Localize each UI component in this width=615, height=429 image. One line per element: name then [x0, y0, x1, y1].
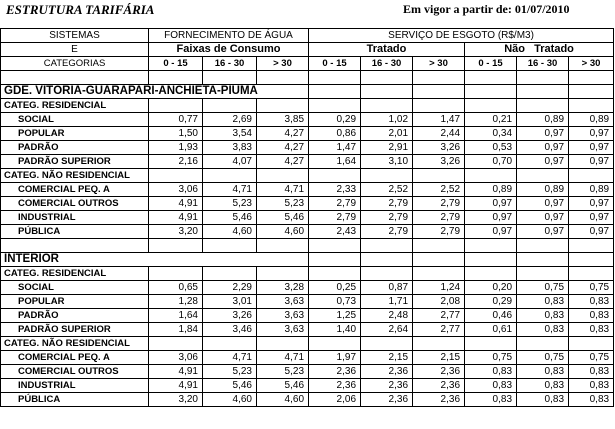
- tariff-value: 3,63: [257, 323, 309, 337]
- tariff-value: 0,53: [465, 141, 517, 155]
- category-row: [1, 267, 614, 281]
- category-cell: [413, 99, 465, 113]
- tariff-value: 3,46: [203, 323, 257, 337]
- category-row: [1, 169, 614, 183]
- tariff-value: 0,83: [569, 365, 614, 379]
- header-esgoto: SERVIÇO DE ESGOTO (R$/M3): [309, 29, 614, 43]
- tariff-value: 0,83: [517, 379, 569, 393]
- category-cell: [203, 99, 257, 113]
- row-label: COMERCIAL PEQ. A: [1, 183, 149, 197]
- row-label: PADRÃO: [1, 309, 149, 323]
- tariff-value: 2,79: [361, 197, 413, 211]
- tariff-value: 0,46: [465, 309, 517, 323]
- category-cell: [203, 169, 257, 183]
- tariff-value: 3,83: [203, 141, 257, 155]
- tariff-value: 3,10: [361, 155, 413, 169]
- table-row: [1, 365, 614, 379]
- row-label: COMERCIAL OUTROS: [1, 197, 149, 211]
- tariff-value: 0,29: [309, 113, 361, 127]
- tariff-value: 0,77: [149, 113, 203, 127]
- spacer-cell: [517, 239, 569, 253]
- range-header: 16 - 30: [203, 57, 257, 71]
- spacer-cell: [465, 71, 517, 85]
- tariff-value: 0,75: [517, 281, 569, 295]
- row-label: PADRÃO SUPERIOR: [1, 155, 149, 169]
- spacer-cell: [569, 239, 614, 253]
- tariff-value: 0,75: [517, 351, 569, 365]
- row-label: SOCIAL: [1, 281, 149, 295]
- tariff-value: 3,26: [203, 309, 257, 323]
- header-agua: FORNECIMENTO DE ÁGUA: [149, 29, 309, 43]
- tariff-value: 4,60: [257, 393, 309, 407]
- tariff-value: 2,36: [361, 379, 413, 393]
- header-faixas: Faixas de Consumo: [149, 43, 309, 57]
- tariff-value: 5,46: [257, 211, 309, 225]
- tariff-value: 3,63: [257, 309, 309, 323]
- tariff-value: 0,75: [465, 351, 517, 365]
- category-cell: [569, 169, 614, 183]
- category-cell: [257, 267, 309, 281]
- tariff-value: 4,60: [203, 393, 257, 407]
- row-label: COMERCIAL PEQ. A: [1, 351, 149, 365]
- tariff-table: [0, 28, 614, 407]
- category-cell: [257, 99, 309, 113]
- category-title: CATEG. RESIDENCIAL: [1, 267, 149, 281]
- category-cell: [413, 337, 465, 351]
- spacer-cell: [361, 71, 413, 85]
- tariff-value: 3,01: [203, 295, 257, 309]
- tariff-value: 5,23: [203, 365, 257, 379]
- tariff-value: 0,83: [569, 309, 614, 323]
- tariff-value: 4,27: [257, 141, 309, 155]
- tariff-value: 2,33: [309, 183, 361, 197]
- category-cell: [361, 99, 413, 113]
- tariff-value: 0,83: [517, 309, 569, 323]
- spacer-cell: [465, 239, 517, 253]
- category-cell: [149, 267, 203, 281]
- category-cell: [517, 99, 569, 113]
- tariff-value: 0,83: [517, 393, 569, 407]
- tariff-value: 2,77: [413, 309, 465, 323]
- section-cell: [569, 253, 614, 267]
- tariff-value: 0,89: [517, 113, 569, 127]
- tariff-value: 0,34: [465, 127, 517, 141]
- tariff-value: 5,23: [257, 197, 309, 211]
- category-cell: [465, 267, 517, 281]
- range-header: 16 - 30: [361, 57, 413, 71]
- document-header: [0, 0, 615, 22]
- tariff-value: 0,83: [465, 393, 517, 407]
- section-cell: [465, 253, 517, 267]
- category-cell: [361, 169, 413, 183]
- tariff-value: 2,36: [309, 379, 361, 393]
- table-row: [1, 113, 614, 127]
- tariff-value: 2,36: [361, 365, 413, 379]
- spacer-cell: [203, 71, 257, 85]
- tariff-value: 0,20: [465, 281, 517, 295]
- tariff-value: 0,83: [517, 323, 569, 337]
- category-title: CATEG. RESIDENCIAL: [1, 99, 149, 113]
- tariff-value: 2,79: [309, 197, 361, 211]
- spacer-cell: [1, 239, 149, 253]
- tariff-value: 2,77: [413, 323, 465, 337]
- section-cell: [517, 253, 569, 267]
- tariff-value: 0,83: [465, 379, 517, 393]
- section-title: GDE. VITÓRIA-GUARAPARI-ANCHIETA-PIUMA: [1, 85, 309, 99]
- tariff-value: 0,73: [309, 295, 361, 309]
- tariff-value: 0,21: [465, 113, 517, 127]
- header-categorias: CATEGORIAS: [1, 57, 149, 71]
- section-cell: [361, 85, 413, 99]
- tariff-value: 2,79: [413, 197, 465, 211]
- category-cell: [203, 267, 257, 281]
- tariff-value: 1,40: [309, 323, 361, 337]
- spacer-cell: [149, 239, 203, 253]
- category-cell: [465, 169, 517, 183]
- tariff-value: 4,27: [257, 127, 309, 141]
- tariff-value: 5,23: [257, 365, 309, 379]
- tariff-value: 1,50: [149, 127, 203, 141]
- category-cell: [203, 337, 257, 351]
- section-row: [1, 253, 614, 267]
- range-header: 0 - 15: [309, 57, 361, 71]
- tariff-value: 2,44: [413, 127, 465, 141]
- category-cell: [465, 99, 517, 113]
- row-label: PÚBLICA: [1, 225, 149, 239]
- tariff-value: 0,83: [465, 365, 517, 379]
- tariff-value: 1,93: [149, 141, 203, 155]
- spacer-cell: [203, 239, 257, 253]
- section-cell: [413, 253, 465, 267]
- category-cell: [413, 267, 465, 281]
- tariff-value: 4,91: [149, 379, 203, 393]
- tariff-value: 2,43: [309, 225, 361, 239]
- range-header: > 30: [413, 57, 465, 71]
- tariff-value: 3,20: [149, 225, 203, 239]
- tariff-value: 3,06: [149, 351, 203, 365]
- tariff-value: 2,36: [361, 393, 413, 407]
- header-nao: Não: [504, 43, 525, 55]
- tariff-value: 3,54: [203, 127, 257, 141]
- category-cell: [361, 337, 413, 351]
- tariff-value: 1,47: [413, 113, 465, 127]
- category-row: [1, 337, 614, 351]
- tariff-value: 4,60: [203, 225, 257, 239]
- row-label: POPULAR: [1, 295, 149, 309]
- tariff-value: 2,36: [413, 393, 465, 407]
- row-label: SOCIAL: [1, 113, 149, 127]
- category-title: CATEG. NÃO RESIDENCIAL: [1, 169, 149, 183]
- tariff-value: 1,71: [361, 295, 413, 309]
- row-label: PADRÃO: [1, 141, 149, 155]
- tariff-value: 0,97: [569, 211, 614, 225]
- tariff-value: 5,46: [203, 211, 257, 225]
- category-cell: [257, 337, 309, 351]
- spacer-cell: [257, 71, 309, 85]
- tariff-value: 5,46: [203, 379, 257, 393]
- row-label: POPULAR: [1, 127, 149, 141]
- tariff-value: 4,71: [257, 183, 309, 197]
- header-nao-tratado-label: Tratado: [534, 43, 574, 55]
- table-row: [1, 295, 614, 309]
- tariff-value: 0,83: [569, 323, 614, 337]
- table-row: [1, 281, 614, 295]
- tariff-value: 2,69: [203, 113, 257, 127]
- spacer-cell: [257, 239, 309, 253]
- tariff-value: 2,52: [413, 183, 465, 197]
- tariff-value: 0,25: [309, 281, 361, 295]
- category-row: [1, 99, 614, 113]
- category-cell: [517, 337, 569, 351]
- tariff-value: 1,64: [309, 155, 361, 169]
- tariff-value: 4,91: [149, 365, 203, 379]
- tariff-value: 0,89: [465, 183, 517, 197]
- tariff-value: 2,36: [413, 365, 465, 379]
- tariff-value: 3,85: [257, 113, 309, 127]
- tariff-value: 0,83: [569, 393, 614, 407]
- tariff-value: 4,71: [203, 183, 257, 197]
- tariff-value: 0,97: [517, 197, 569, 211]
- tariff-value: 2,06: [309, 393, 361, 407]
- category-title: CATEG. NÃO RESIDENCIAL: [1, 337, 149, 351]
- tariff-value: 2,48: [361, 309, 413, 323]
- tariff-value: 1,97: [309, 351, 361, 365]
- category-cell: [309, 169, 361, 183]
- category-cell: [309, 267, 361, 281]
- tariff-value: 0,70: [465, 155, 517, 169]
- row-label: PADRÃO SUPERIOR: [1, 323, 149, 337]
- spacer-cell: [413, 71, 465, 85]
- tariff-value: 0,83: [517, 295, 569, 309]
- header-nao-tratado: [465, 43, 614, 57]
- section-cell: [465, 85, 517, 99]
- tariff-value: 0,97: [517, 155, 569, 169]
- tariff-value: 2,79: [413, 225, 465, 239]
- tariff-value: 3,26: [413, 141, 465, 155]
- spacer-cell: [309, 71, 361, 85]
- section-cell: [413, 85, 465, 99]
- header-tratado: Tratado: [309, 43, 465, 57]
- tariff-value: 0,83: [569, 295, 614, 309]
- table-row: [1, 183, 614, 197]
- tariff-value: 2,08: [413, 295, 465, 309]
- tariff-value: 1,25: [309, 309, 361, 323]
- tariff-value: 3,26: [413, 155, 465, 169]
- row-label: INDUSTRIAL: [1, 211, 149, 225]
- tariff-value: 1,28: [149, 295, 203, 309]
- tariff-value: 2,64: [361, 323, 413, 337]
- tariff-value: 0,86: [309, 127, 361, 141]
- tariff-value: 2,36: [413, 379, 465, 393]
- tariff-value: 2,52: [361, 183, 413, 197]
- table-row: [1, 211, 614, 225]
- spacer-cell: [569, 71, 614, 85]
- tariff-value: 4,07: [203, 155, 257, 169]
- category-cell: [309, 337, 361, 351]
- range-header: 0 - 15: [465, 57, 517, 71]
- category-cell: [309, 99, 361, 113]
- tariff-value: 2,01: [361, 127, 413, 141]
- spacer-cell: [309, 239, 361, 253]
- effective-date: Em vigor a partir de: 01/07/2010: [403, 2, 570, 16]
- tariff-value: 0,87: [361, 281, 413, 295]
- tariff-value: 0,97: [569, 155, 614, 169]
- tariff-value: 2,91: [361, 141, 413, 155]
- table-row: [1, 155, 614, 169]
- section-cell: [361, 253, 413, 267]
- table-row: [1, 351, 614, 365]
- tariff-value: 5,46: [257, 379, 309, 393]
- header-sistemas: SISTEMAS: [1, 29, 149, 43]
- tariff-value: 3,63: [257, 295, 309, 309]
- spacer-cell: [517, 71, 569, 85]
- tariff-value: 2,15: [413, 351, 465, 365]
- tariff-value: 0,75: [569, 281, 614, 295]
- tariff-value: 1,84: [149, 323, 203, 337]
- tariff-value: 0,89: [569, 113, 614, 127]
- category-cell: [361, 267, 413, 281]
- category-cell: [569, 337, 614, 351]
- category-cell: [149, 337, 203, 351]
- tariff-value: 2,79: [309, 211, 361, 225]
- row-label: COMERCIAL OUTROS: [1, 365, 149, 379]
- table-row: [1, 225, 614, 239]
- tariff-value: 0,97: [569, 197, 614, 211]
- tariff-value: 0,83: [569, 379, 614, 393]
- category-cell: [257, 169, 309, 183]
- section-cell: [569, 85, 614, 99]
- tariff-value: 4,91: [149, 211, 203, 225]
- tariff-value: 0,65: [149, 281, 203, 295]
- tariff-value: 2,15: [361, 351, 413, 365]
- spacer-cell: [1, 71, 149, 85]
- tariff-value: 0,89: [517, 183, 569, 197]
- table-row: [1, 309, 614, 323]
- category-cell: [413, 169, 465, 183]
- tariff-value: 2,79: [413, 211, 465, 225]
- tariff-value: 0,29: [465, 295, 517, 309]
- tariff-value: 0,97: [569, 141, 614, 155]
- tariff-value: 0,97: [569, 225, 614, 239]
- tariff-value: 0,97: [465, 211, 517, 225]
- tariff-value: 4,60: [257, 225, 309, 239]
- spacer-row: [1, 239, 614, 253]
- tariff-value: 1,64: [149, 309, 203, 323]
- spacer-row: [1, 71, 614, 85]
- spacer-cell: [413, 239, 465, 253]
- tariff-value: 0,97: [517, 141, 569, 155]
- tariff-value: 4,71: [257, 351, 309, 365]
- table-row: [1, 197, 614, 211]
- tariff-value: 2,79: [361, 225, 413, 239]
- tariff-value: 1,47: [309, 141, 361, 155]
- category-cell: [569, 267, 614, 281]
- spacer-cell: [149, 71, 203, 85]
- table-row: [1, 141, 614, 155]
- tariff-value: 2,16: [149, 155, 203, 169]
- category-cell: [149, 169, 203, 183]
- tariff-value: 0,61: [465, 323, 517, 337]
- category-cell: [517, 169, 569, 183]
- category-cell: [465, 337, 517, 351]
- category-cell: [569, 99, 614, 113]
- range-header: > 30: [257, 57, 309, 71]
- section-cell: [309, 85, 361, 99]
- spacer-cell: [361, 239, 413, 253]
- tariff-value: 5,23: [203, 197, 257, 211]
- tariff-value: 1,24: [413, 281, 465, 295]
- section-title: INTERIOR: [1, 253, 309, 267]
- range-header: 0 - 15: [149, 57, 203, 71]
- tariff-value: 1,02: [361, 113, 413, 127]
- tariff-value: 0,97: [569, 127, 614, 141]
- row-label: PÚBLICA: [1, 393, 149, 407]
- category-cell: [517, 267, 569, 281]
- table-row: [1, 323, 614, 337]
- table-row: [1, 393, 614, 407]
- tariff-value: 3,06: [149, 183, 203, 197]
- tariff-value: 4,71: [203, 351, 257, 365]
- tariff-value: 4,91: [149, 197, 203, 211]
- tariff-value: 0,97: [465, 225, 517, 239]
- table-row: [1, 127, 614, 141]
- tariff-value: 2,79: [361, 211, 413, 225]
- row-label: INDUSTRIAL: [1, 379, 149, 393]
- tariff-value: 0,97: [465, 197, 517, 211]
- tariff-value: 0,89: [569, 183, 614, 197]
- tariff-value: 0,75: [569, 351, 614, 365]
- section-cell: [517, 85, 569, 99]
- tariff-value: 0,97: [517, 127, 569, 141]
- tariff-value: 3,20: [149, 393, 203, 407]
- tariff-value: 2,36: [309, 365, 361, 379]
- tariff-value: 0,97: [517, 225, 569, 239]
- tariff-value: 0,97: [517, 211, 569, 225]
- tariff-value: 3,28: [257, 281, 309, 295]
- tariff-value: 2,29: [203, 281, 257, 295]
- tariff-value: 4,27: [257, 155, 309, 169]
- section-row: [1, 85, 614, 99]
- category-cell: [149, 99, 203, 113]
- range-header: 16 - 30: [517, 57, 569, 71]
- header-e: E: [1, 43, 149, 57]
- table-row: [1, 379, 614, 393]
- range-header: > 30: [569, 57, 614, 71]
- document-title: ESTRUTURA TARIFÁRIA: [6, 2, 155, 17]
- section-cell: [309, 253, 361, 267]
- tariff-value: 0,83: [517, 365, 569, 379]
